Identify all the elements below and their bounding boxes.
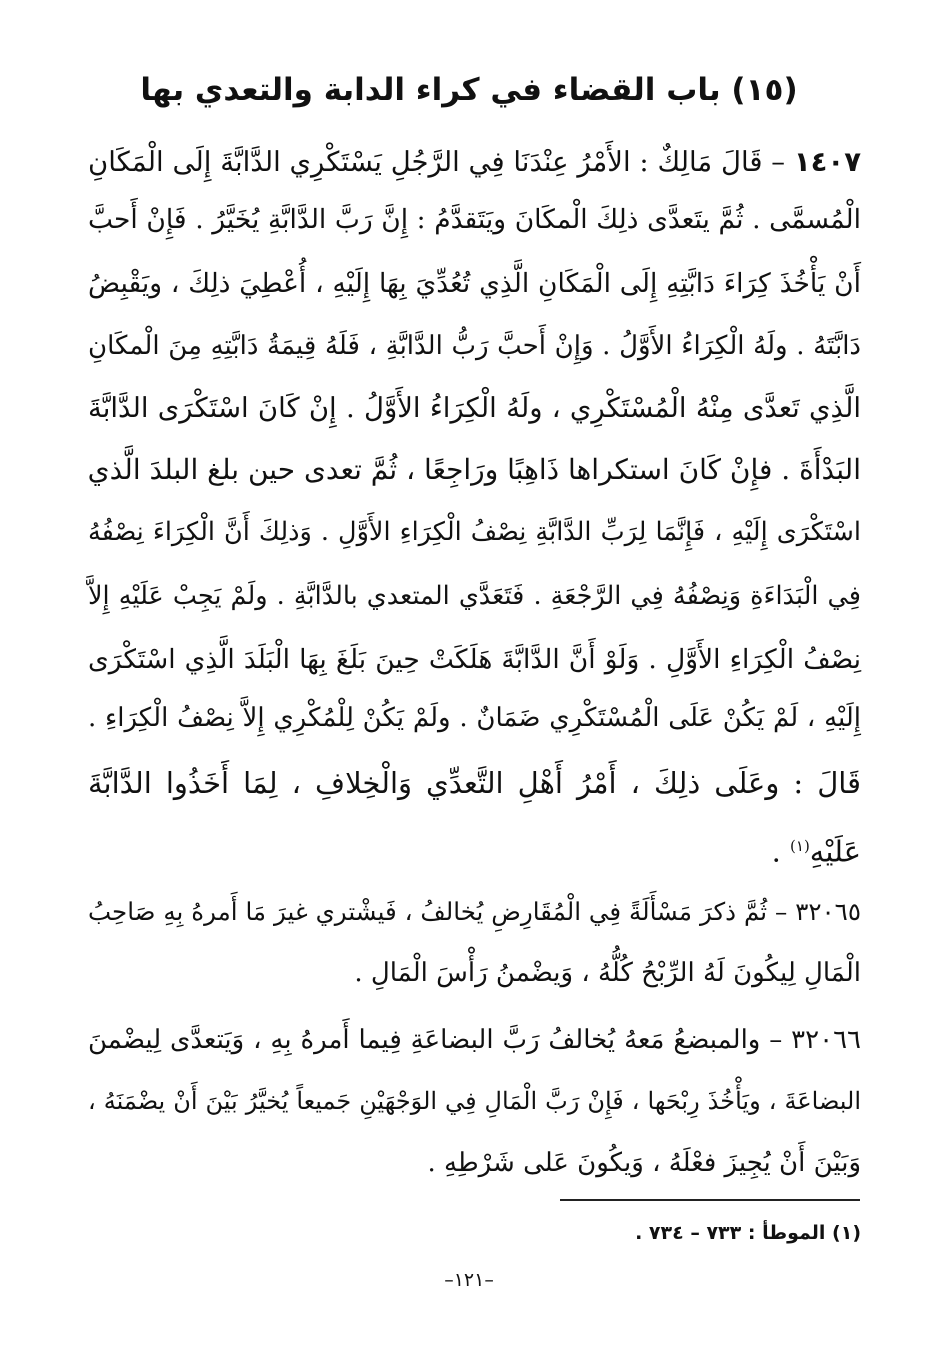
paragraph-32066-line-3: وَبَيْنَ أَنْ يُجِيزَ فعْلَهُ ، وَيكُونَ عَلى شَرْطِهِ . [427, 1148, 861, 1178]
entry-1407-line-6: البَدْأَةَ . فإِنْ كَانَ استكراها ذَاهِبًا ورَاجِعًا ، ثُمَّ تعدى حين بلغ البلدَ الَّذي [87, 453, 861, 486]
entry-1407-line-7: اسْتَكْرَى إِلَيْهِ ، فَإِنَّمَا لِرَبِّ الدَّابَّةِ نِصْفُ الْكِرَاءِ الأَوَّلِ . وَذلِكَ أَنَّ الْكِرَاءَ نِصْفُهُ [88, 517, 861, 547]
entry-1407-line-1 [88, 142, 861, 182]
qala-line: قَالَ : وعَلَى ذلِكَ ، أَمْرُ أَهْلِ التَّعدِّي وَالْخِلافِ ، لِمَا أَخَذُوا الدَّابَّةَ [88, 766, 861, 800]
paragraph-32066-line-2: البضاعَةَ ، ويَأْخُذَ رِبْحَها ، فَإِنْ رَبَّ الْمَالِ فِي الوَجْهَيْنِ جَميعاً يُخيَّرُ بَيْنَ أَنْ يضْمَنَهُ ، [88, 1087, 861, 1115]
text-line: ثُمَّ ذكرَ مَسْأَلَةً فِي الْمُقَارِضِ يُخالفُ ، فَيشْتري غيرَ مَا أَمرهُ بِهِ صَاحِبُ [88, 897, 768, 926]
entry-1407-line-10: إِلَيْهِ ، لَمْ يَكُنْ عَلَى الْمُسْتَكْرِي ضَمَانٌ . ولَمْ يَكُنْ لِلْمُكْرِي إِلاَّ نِصْفُ الْكِرَاءِ . [88, 703, 861, 733]
text-line: قَالَ مَالِكٌ : الأَمْرُ عِنْدَنَا فِي الرَّجُلِ يَسْتَكْرِي الدَّابَّةَ إِلَى الْمَكَانِ [88, 146, 763, 178]
paragraph-32065-line-2: الْمَالِ لِيكُونَ لَهُ الرِّبْحُ كُلُّهُ ، وَيضْمنُ رَأْسَ الْمَالِ . [354, 958, 861, 988]
entry-1407-line-3: أَنْ يَأْخُذَ كِرَاءَ دَابَّتِهِ إِلَى الْمَكَانِ الَّذِي تُعُدِّيَ بِهَا إِلَيْهِ ، أُعْطِيَ ذلِكَ ، ويَقْبِضُ [88, 268, 861, 299]
page-number: –١٢١– [444, 1269, 494, 1291]
dash: – [771, 146, 786, 178]
dash: – [775, 897, 788, 926]
dash: – [769, 1025, 783, 1055]
footnote: (١) الموطأ : ٧٣٣ – ٧٣٤ . [635, 1222, 861, 1244]
chapter-title: (١٥) باب القضاء في كراء الدابة والتعدي بها [140, 72, 798, 108]
entry-1407-line-2: الْمُسمَّى . ثُمَّ يتَعدَّى ذلِكَ الْمكَانَ ويَتَقدَّمُ : إِنَّ رَبَّ الدَّابَّةِ يُخَيَّرُ . فَإِنْ أَحبَّ [88, 204, 861, 235]
paragraph-number: ٣٢٠٦٦ [791, 1025, 861, 1055]
entry-1407-line-4: دَابَّتَهُ . ولَهُ الْكِرَاءُ الأَوَّلُ . وَإِنْ أَحبَّ رَبُّ الدَّابَّةِ ، فَلَهُ قِيمَةُ دَابَّتِهِ مِنَ الْمكَانِ [88, 331, 861, 361]
paragraph-32065-line-1 [88, 892, 861, 932]
period: . [771, 834, 781, 869]
paragraph-32066-line-1 [88, 1020, 861, 1060]
footnote-ref: (١) [790, 837, 810, 855]
qala-end-line [88, 826, 861, 872]
entry-number: ١٤٠٧ [793, 146, 861, 178]
paragraph-number: ٣٢٠٦٥ [795, 897, 861, 926]
entry-1407-line-9: نِصْفُ الْكِرَاءِ الأَوَّلِ . وَلَوْ أَنَّ الدَّابَّةَ هَلَكَتْ حِينَ بَلَغَ بِهَا الْبَلَدَ الَّذِي اسْتَكْرَى [88, 644, 861, 675]
footnote-separator [560, 1199, 860, 1201]
text-line: والمبضعُ مَعهُ يُخالفُ رَبَّ البضاعَةِ فِيما أَمرهُ بِهِ ، وَيَتعدَّى لِيضْمنَ [88, 1025, 761, 1055]
entry-1407-line-5: الَّذِي تَعدَّى مِنْهُ الْمُسْتَكْرِي ، ولَهُ الْكِرَاءُ الأَوَّلُ . إِنْ كَانَ اسْتَكْرَى الدَّابَّةَ [88, 392, 861, 424]
entry-1407-line-8: فِي الْبَدَاءَةِ وَنِصْفُهُ فِي الرَّجْعَةِ . فَتَعَدَّي المتعدي بالدَّابَّةِ . ولَمْ يَجِبْ عَلَيْهِ إِلاَّ [88, 581, 861, 611]
qala-end-word: عَلَيْهِ [809, 834, 861, 869]
